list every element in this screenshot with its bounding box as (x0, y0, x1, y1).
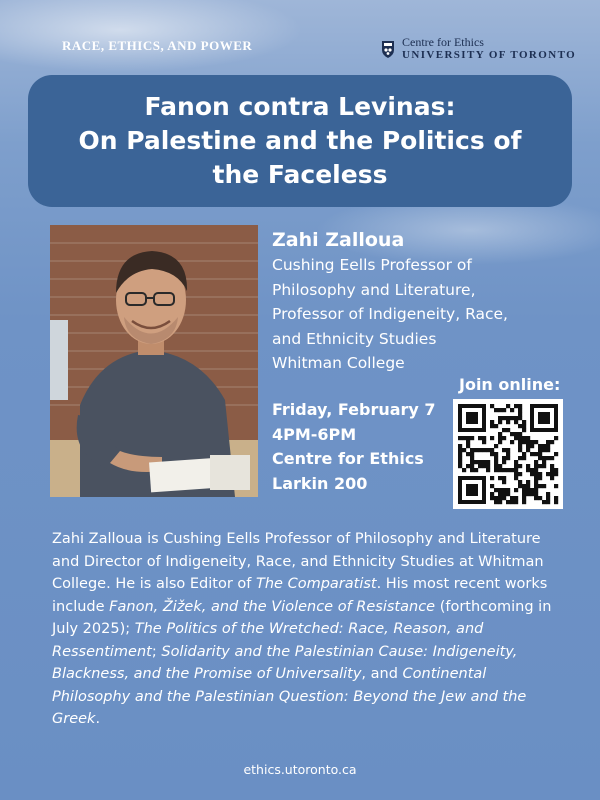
university-logo (380, 36, 576, 62)
bio-text: ; (151, 643, 162, 660)
speaker-photo (50, 225, 258, 497)
university-crest-icon (380, 39, 396, 59)
event-time: 4PM-6PM (272, 424, 357, 444)
org-name-university: UNIVERSITY OF TORONTO (402, 49, 577, 61)
bio-title: The Politics of the Wretched: Race, Reason, and Ressentiment (52, 621, 484, 660)
series-title: RACE, ETHICS, AND POWER (62, 38, 253, 53)
bio-text: . His most recent works include (52, 576, 548, 615)
speaker-affiliation-line: Philosophy and Literature, (272, 280, 476, 299)
event-title-line: Fanon contra Levinas: (144, 92, 456, 121)
event-date: Friday, February 7 (272, 400, 436, 419)
bio-title: Fanon, Žižek, and the Violence of Resistance (109, 598, 436, 615)
event-title-line: the Faceless (212, 160, 388, 189)
speaker-info (272, 227, 572, 376)
org-name-centre: Centre for Ethics (402, 35, 484, 49)
bio-title: Solidarity and the Palestinian Cause: Indigeneity, Blackness, and the Promise of Universality (52, 643, 518, 682)
bio-title: The Comparatist (256, 576, 377, 592)
qr-code-icon[interactable] (453, 399, 563, 509)
speaker-affiliation-line: Whitman College (272, 354, 405, 372)
event-room: Larkin 200 (272, 473, 368, 493)
event-title-line: On Palestine and the Politics of (78, 126, 522, 155)
bio-title: Continental Philosophy and the Palestinian Question: Beyond the Jew and the Greek (52, 666, 527, 727)
speaker-affiliation-line: Professor of Indigeneity, Race, (272, 305, 508, 323)
speaker-bio (52, 528, 552, 731)
bio-text: , and (361, 666, 403, 682)
event-details (272, 398, 436, 496)
join-online-label: Join online: (459, 375, 561, 394)
speaker-name: Zahi Zalloua (272, 229, 405, 251)
event-title-box (28, 75, 572, 207)
speaker-affiliation-line: Cushing Eells Professor of (272, 256, 472, 274)
speaker-affiliation-line: and Ethnicity Studies (272, 329, 437, 348)
bio-text: . (95, 711, 101, 727)
website-link[interactable]: ethics.utoronto.ca (243, 762, 357, 777)
event-venue: Centre for Ethics (272, 449, 424, 468)
bio-text: Zahi Zalloua is Cushing Eells Professor of Philosophy and Literature and Director of Indigeneity, Race, and Ethnicity Studies at Whitman College. He is also Editor of (52, 531, 544, 592)
bio-text: (forthcoming in July 2025); (52, 598, 552, 637)
